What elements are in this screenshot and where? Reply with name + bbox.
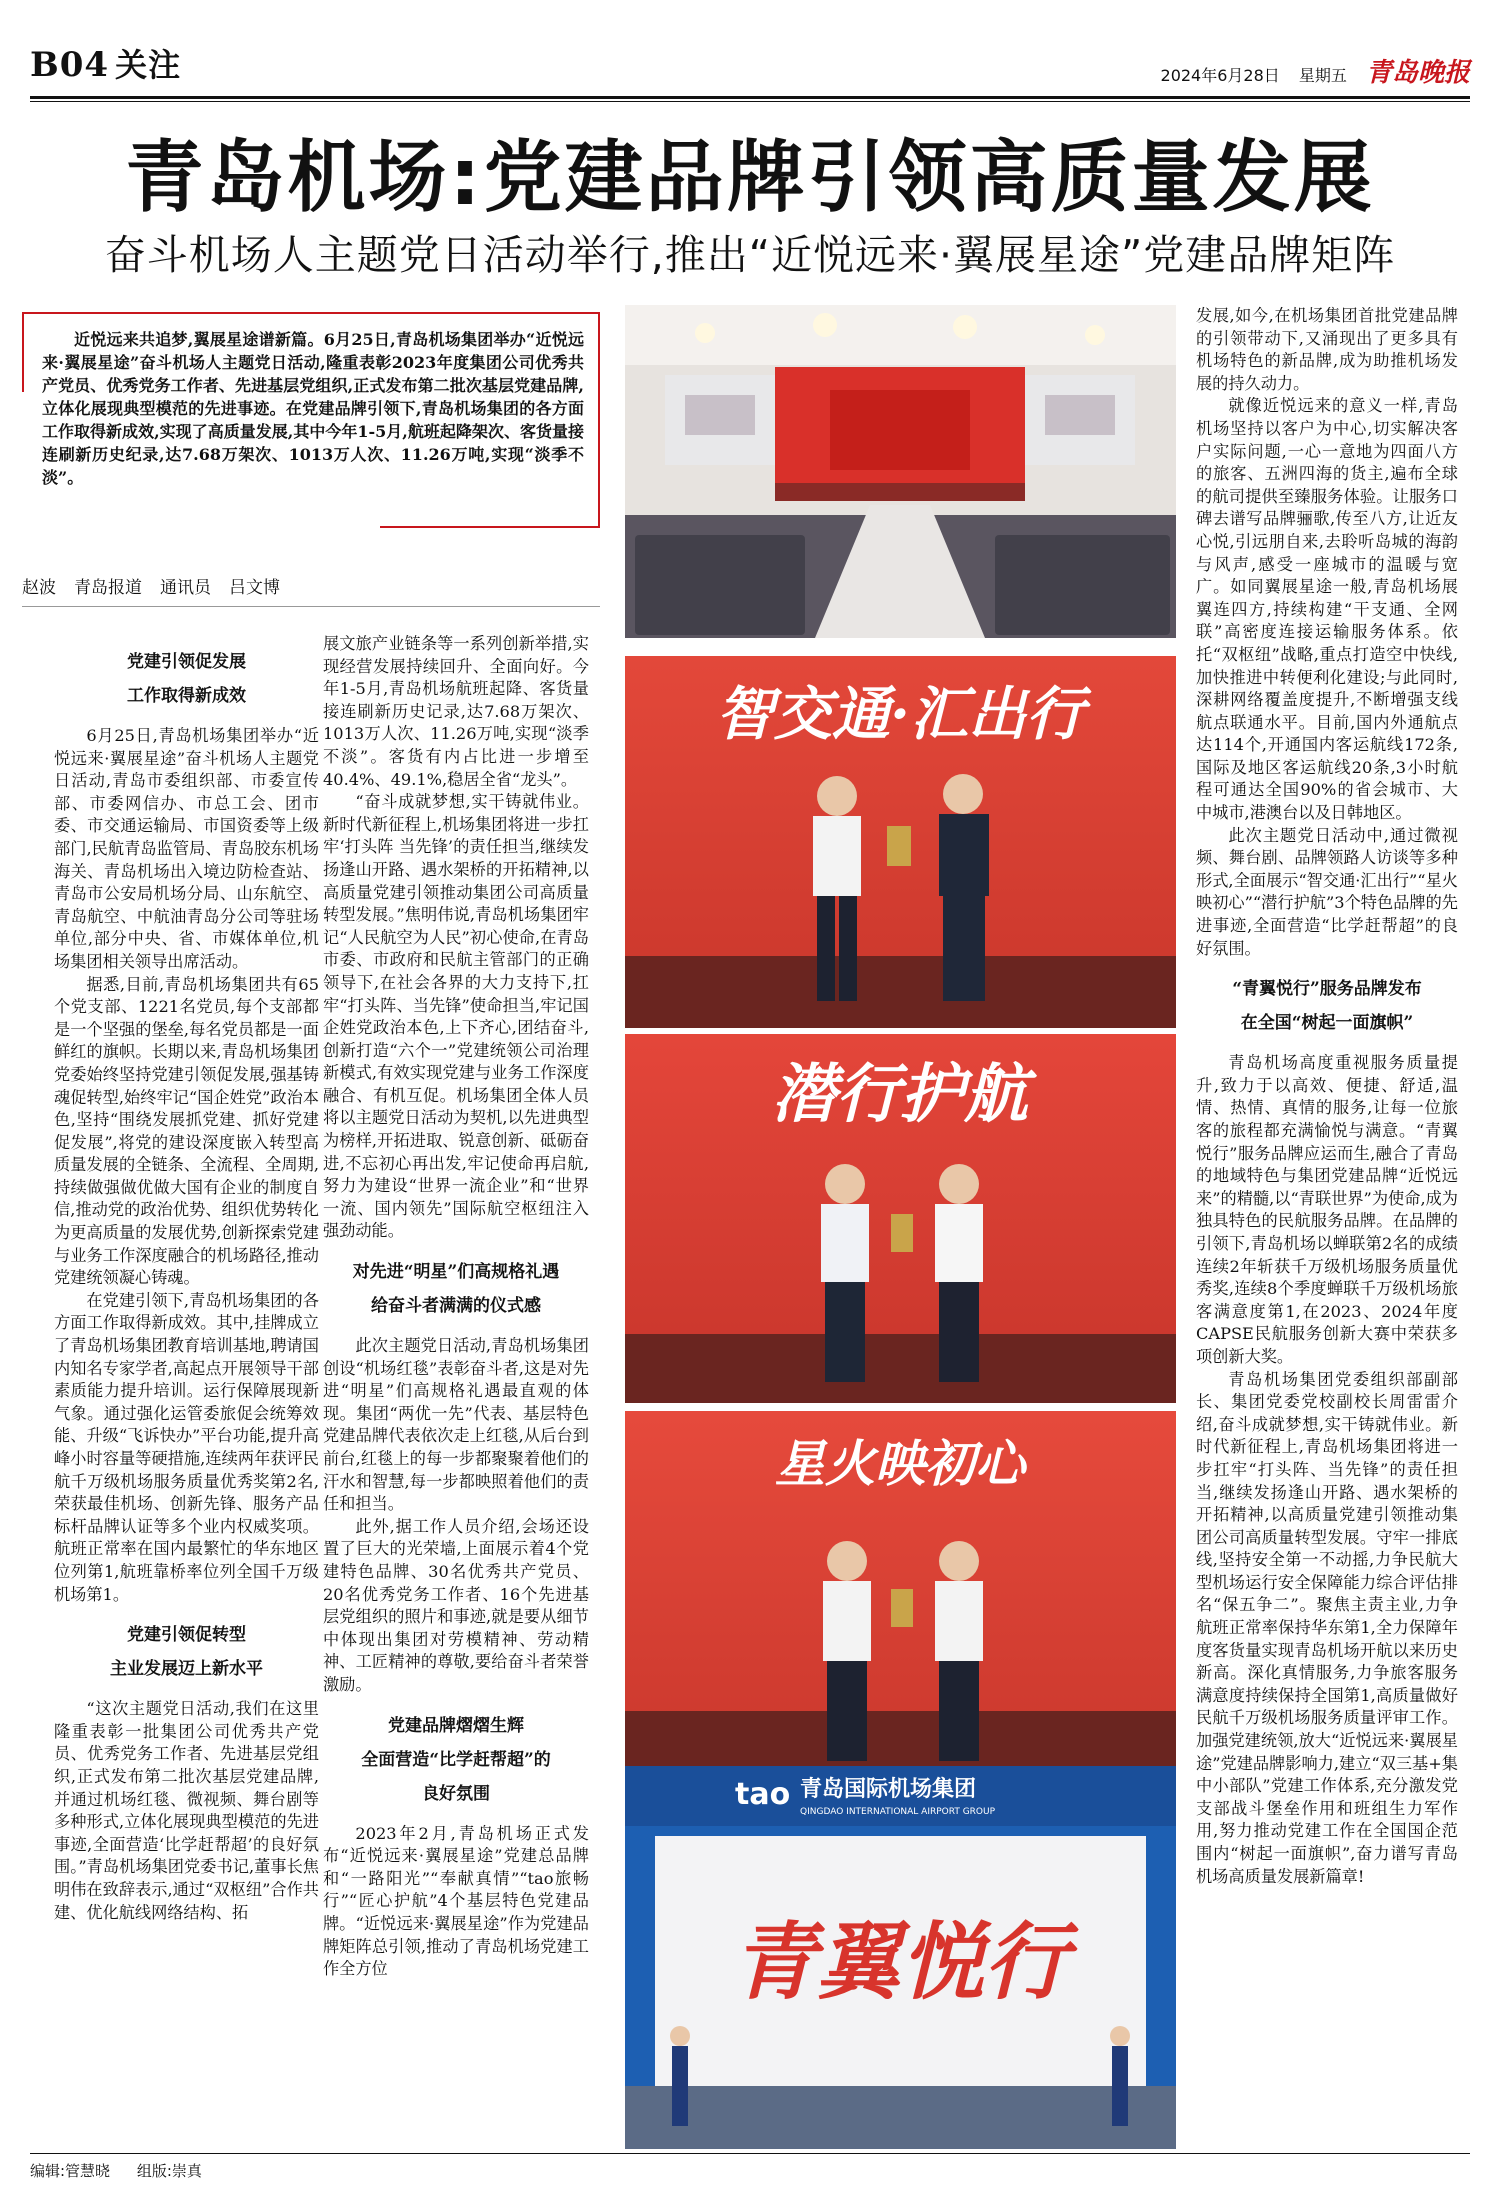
footer-credits: [30, 2160, 224, 2181]
section-heading: 良好氛围: [422, 1783, 490, 1804]
header-rule-thin: [30, 101, 1470, 102]
byline-location: 青岛报道: [74, 578, 142, 598]
issue-date: 2024年6月28日: [1160, 66, 1280, 85]
section-heading: 全面营造“比学赶帮超”的: [361, 1749, 551, 1770]
article-paragraph: 2023年2月,青岛机场正式发布“近悦远来·翼展星途”党建总品牌和“一路阳光”“奉献真情”“tao旅畅行”“匠心护航”4个基层特色党建品牌。“近悦远来·翼展星途”作为党建品牌矩阵总引领,推动了青岛机场党建工作全方位: [323, 1823, 589, 1979]
headline: 青岛机场:党建品牌引领高质量发展: [125, 133, 1375, 223]
byline-role: 通讯员: [160, 578, 211, 598]
section-heading: 工作取得新成效: [127, 686, 246, 706]
article-paragraph: 就像近悦远来的意义一样,青岛机场坚持以客户为中心,切实解决客户实际问题,一心一意地为四面八方的旅客、五洲四海的货主,遍布全球的航司提供至臻服务体验。让服务口碑去谱写品牌骊歌,传至八方,让近友心悦,引远朋自来,去聆听岛城的海韵与风声,感受一座城市的温暖与宽广。如同翼展星途一般,青岛机场展翼连四方,持续构建“干支通、全网联”高密度连接运输服务体系。依托“双枢纽”战略,重点打造空中快线,加快推进中转便利化建设;与此同时,深耕网络覆盖度提升,不断增强支线航点联通水平。目前,国内外通航点达114个,开通国内客运航线172条,国际及地区客运航线20条,3小时航程可通达全国90%的省会城市、大中城市,港澳台以及日韩地区。: [1196, 396, 1458, 823]
conference-hall-image: [625, 305, 1176, 638]
section-heading: “青翼悦行”服务品牌发布: [1232, 979, 1422, 1000]
byline-correspondent: 吕文博: [229, 578, 280, 598]
group-name: 青岛国际机场集团: [800, 1777, 977, 1802]
article-paragraph: 展文旅产业链条等一系列创新举措,实现经营发展持续回升、全面向好。今年1-5月,青岛机场航班起降、客货量接连刷新历史记录,达7.68万架次、1013万人次、11.26万吨,实现“淡季不淡”。客货有内占比进一步增至40.4%、49.1%,稳居全省“龙头”。: [323, 634, 589, 789]
article-paragraph: 青岛机场高度重视服务质量提升,致力于以高效、便捷、舒适,温情、热情、真情的服务,让每一位旅客的旅程都充满愉悦与满意。“青翼悦行”服务品牌应运而生,融合了青岛的地域特色与集团党建品牌“近悦远来”的精髓,以“青联世界”为使命,成为独具特色的民航服务品牌。在品牌的引领下,青岛机场以蝉联第2名的成绩连续2年斩获千万级机场服务质量优秀奖,连续8个季度蝉联千万级机场旅客满意度第1,在2023、2024年度CAPSE民航服务创新大赛中荣获多项创新大奖。: [1196, 1053, 1458, 1366]
article-column-3: [1196, 305, 1458, 2140]
article-paragraph: 在党建引领下,青岛机场集团的各方面工作取得新成效。其中,挂牌成立了青岛机场集团教育培训基地,聘请国内知名专家学者,高起点开展领导干部素质能力提升培训。运行保障展现新气象。通过强化运管委旅促会统筹效能、升级“飞诉快办”平台功能,提升高峰小时容量等硬措施,连续两年获评民航千万级机场服务质量优秀奖第2名,荣获最佳机场、创新先锋、服务产品标杆品牌认证等多个业内权威奖项。航班正常率在国内最繁忙的华东地区位列第1,航班靠桥率位列全国千万级机场第1。: [54, 1290, 319, 1604]
group-logo: tao: [735, 1777, 791, 1812]
award-stage-image-2: [625, 1034, 1176, 1403]
hostess-right: [1110, 2026, 1130, 2126]
article-paragraph: 此次主题党日活动,青岛机场集团创设“机场红毯”表彰奋斗者,这是对先进“明星”们高规格礼遇最直观的体现。集团“两优一先”代表、基层特色党建品牌代表依次走上红毯,从后台到前台,红毯上的每一步都聚聚着他们的汗水和智慧,每一步都映照着他们的责任和担当。: [323, 1336, 589, 1514]
section-heading: 给奋斗者满满的仪式感: [371, 1296, 541, 1317]
section-name: 关注: [115, 46, 182, 84]
byline-rule: [22, 606, 600, 607]
banner-text: 星火映初心: [775, 1434, 1025, 1493]
section-heading: 党建引领促发展: [127, 652, 246, 672]
banner-text: 潜行护航: [772, 1057, 1028, 1132]
article-paragraph: 青岛机场集团党委组织部副部长、集团党委党校副校长周雷雷介绍,奋斗成就梦想,实干铸就伟业。新时代新征程上,青岛机场集团将进一步扛牢“打头阵、当先锋”的责任担当,继续发扬逢山开路、遇水架桥的开拓精神,以高质量党建引领推动集团公司高质量转型发展。守牢一排底线,坚持安全第一不动摇,力争民航大型机场运行安全保障能力综合评估排名“保五争二”。聚焦主责主业,力争航班正常率保持华东第1,全力保障年度客货量实现青岛机场开航以来历史新高。深化真情服务,力争旅客服务满意度持续保持全国第1,高质量做好民航千万级机场服务质量评审工作。加强党建统领,放大“近悦远来·翼展星途”党建品牌影响力,建立“双三基+集中小部队”党建工作体系,充分激发党支部战斗堡垒作用和班组生力军作用,努力推动党建工作在全国国企范围内“树起一面旗帜”,奋力谱写青岛机场高质量发展新篇章!: [1196, 1369, 1458, 1886]
page-section-label: [30, 40, 181, 86]
section-heading: 党建品牌熠熠生辉: [388, 1715, 524, 1736]
article-paragraph: 此外,据工作人员介绍,会场还设置了巨大的光荣墙,上面展示着4个党建特色品牌、30名优秀共产党员、20名优秀党务工作者、16个先进基层党组织的照片和事迹,就是要从细节中体现出集团对劳模精神、劳动精神、工匠精神的尊敬,要给奋斗者荣誉激励。: [323, 1516, 589, 1694]
article-column-1: [54, 645, 319, 2140]
footer-rule: [30, 2153, 1470, 2154]
article-paragraph: “这次主题党日活动,我们在这里隆重表彰一批集团公司优秀共产党员、优秀党务工作者、先进基层党组织,正式发布第二批次基层党建品牌,并通过机场红毯、微视频、舞台剧等多种形式,立体化展现典型模范的先进事迹,全面营造‘比学赶帮超’的良好氛围。”青岛机场集团党委书记,董事长焦明伟在致辞表示,通过“双枢纽”合作共建、优化航线网络结构、拓: [54, 1699, 319, 1922]
byline-reporter: 赵波: [22, 578, 56, 598]
subheadline: 奋斗机场人主题党日活动举行,推出“近悦远来·翼展星途”党建品牌矩阵: [104, 231, 1396, 279]
lead-paragraph: 近悦远来共追梦,翼展星途谱新篇。6月25日,青岛机场集团举办“近悦远来·翼展星途”奋斗机场人主题党日活动,隆重表彰2023年度集团公司优秀共产党员、优秀党务工作者、先进基层党组织,正式发布第二批次基层党建品牌,立体化展现典型模范的先进事迹。在党建品牌引领下,青岛机场集团的各方面工作取得新成效,实现了高质量发展,其中今年1-5月,航班起降架次、客货量接连刷新历史纪录,达7.68万架次、1013万人次、11.26万吨,实现“淡季不淡”。: [22, 312, 600, 528]
group-name-en: QINGDAO INTERNATIONAL AIRPORT GROUP: [800, 1807, 996, 1817]
layout-credit: 组版:崇真: [136, 2162, 202, 2180]
article-paragraph: 6月25日,青岛机场集团举办“近悦远来·翼展星途”奋斗机场人主题党日活动,青岛市委组织部、市委宣传部、市委网信办、市总工会、团市委、市交通运输局、市国资委等上级部门,民航青岛监管局、青岛胶东机场海关、青岛机场出入境边防检查站、青岛市公安局机场分局、山东航空、青岛航空、中航油青岛分公司等驻场单位,部分中央、省、市媒体单位,机场集团相关领导出席活动。: [54, 726, 319, 971]
section-heading: 对先进“明星”们高规格礼遇: [352, 1262, 560, 1283]
photo-award-qianxing: [625, 1034, 1176, 1403]
section-heading: 在全国“树起一面旗帜”: [1240, 1013, 1414, 1034]
award-stage-image-1: [625, 656, 1176, 1028]
editor-credit: 编辑:管慧晓: [30, 2162, 111, 2180]
photo-award-xinghuo: [625, 1411, 1176, 1783]
section-heading: 党建引领促转型: [127, 1625, 246, 1646]
header-rule: [30, 96, 1470, 99]
page-number: B04: [30, 45, 110, 85]
banner-text: 智交通·汇出行: [715, 680, 1085, 748]
byline: [22, 573, 298, 598]
section-heading: 主业发展迈上新水平: [110, 1659, 263, 1680]
article-paragraph: 发展,如今,在机场集团首批党建品牌的引领带动下,又涌现出了更多具有机场特色的新品牌,成为助推机场发展的持久动力。: [1196, 306, 1458, 393]
article-paragraph: 此次主题党日活动中,通过微视频、舞台剧、品牌领路人访谈等多种形式,全面展示“智交通·汇出行”“星火映初心”“潜行护航”3个特色品牌的先进事迹,全面营造“比学赶帮超”的良好氛围。: [1196, 825, 1458, 958]
article-paragraph: “奋斗成就梦想,实干铸就伟业。新时代新征程上,机场集团将进一步扛牢‘打头阵 当先锋’的责任担当,继续发扬逢山开路、遇水架桥的开拓精神,以高质量党建引领推动集团公司高质量转型发展。”焦明伟说,青岛机场集团牢记“人民航空为人民”初心使命,在青岛市委、市政府和民航主管部门的正确领导下,在社会各界的大力支持下,扛牢“打头阵、当先锋”使命担当,牢记国企姓党政治本色,上下齐心,团结奋斗,创新打造“六个一”党建统领公司治理新模式,有效实现党建与业务工作深度融合、有机互促。机场集团全体人员将以主题党日活动为契机,以先进典型为榜样,开拓进取、锐意创新、砥砺奋进,不忘初心再出发,牢记使命再启航,努力为建设“世界一流企业”和“世界一流、国内领先”国际航空枢纽注入强劲动能。: [323, 792, 589, 1241]
brand-launch-image: [625, 1766, 1176, 2149]
hostess-left: [670, 2026, 690, 2126]
photo-award-zhijiaotong: [625, 656, 1176, 1028]
newspaper-masthead: 青岛晚报: [1365, 58, 1470, 88]
photo-brand-launch: [625, 1766, 1176, 2149]
photo-conference-hall: [625, 305, 1176, 638]
article-paragraph: 据悉,目前,青岛机场集团共有65个党支部、1221名党员,每个支部都是一个坚强的堡垒,每名党员都是一面鲜红的旗帜。长期以来,青岛机场集团党委始终坚持党建引领促发展,强基铸魂促转型,始终牢记“国企姓党”政治本色,坚持“围绕发展抓党建、抓好党建促发展”,将党的建设深度嵌入转型高质量发展的全链条、全流程、全周期,持续做强做优做大国有企业的制度自信,推动党的政治优势、组织优势转化为更高质量的发展优势,创新探索党建与业务工作深度融合的机场路径,推动党建统领凝心铸魂。: [54, 974, 319, 1288]
banner-text: 青翼悦行: [731, 1912, 1069, 2011]
article-column-2: [323, 633, 589, 2140]
award-stage-image-3: [625, 1411, 1176, 1783]
issue-weekday: 星期五: [1298, 66, 1347, 85]
issue-info: [1147, 52, 1470, 89]
